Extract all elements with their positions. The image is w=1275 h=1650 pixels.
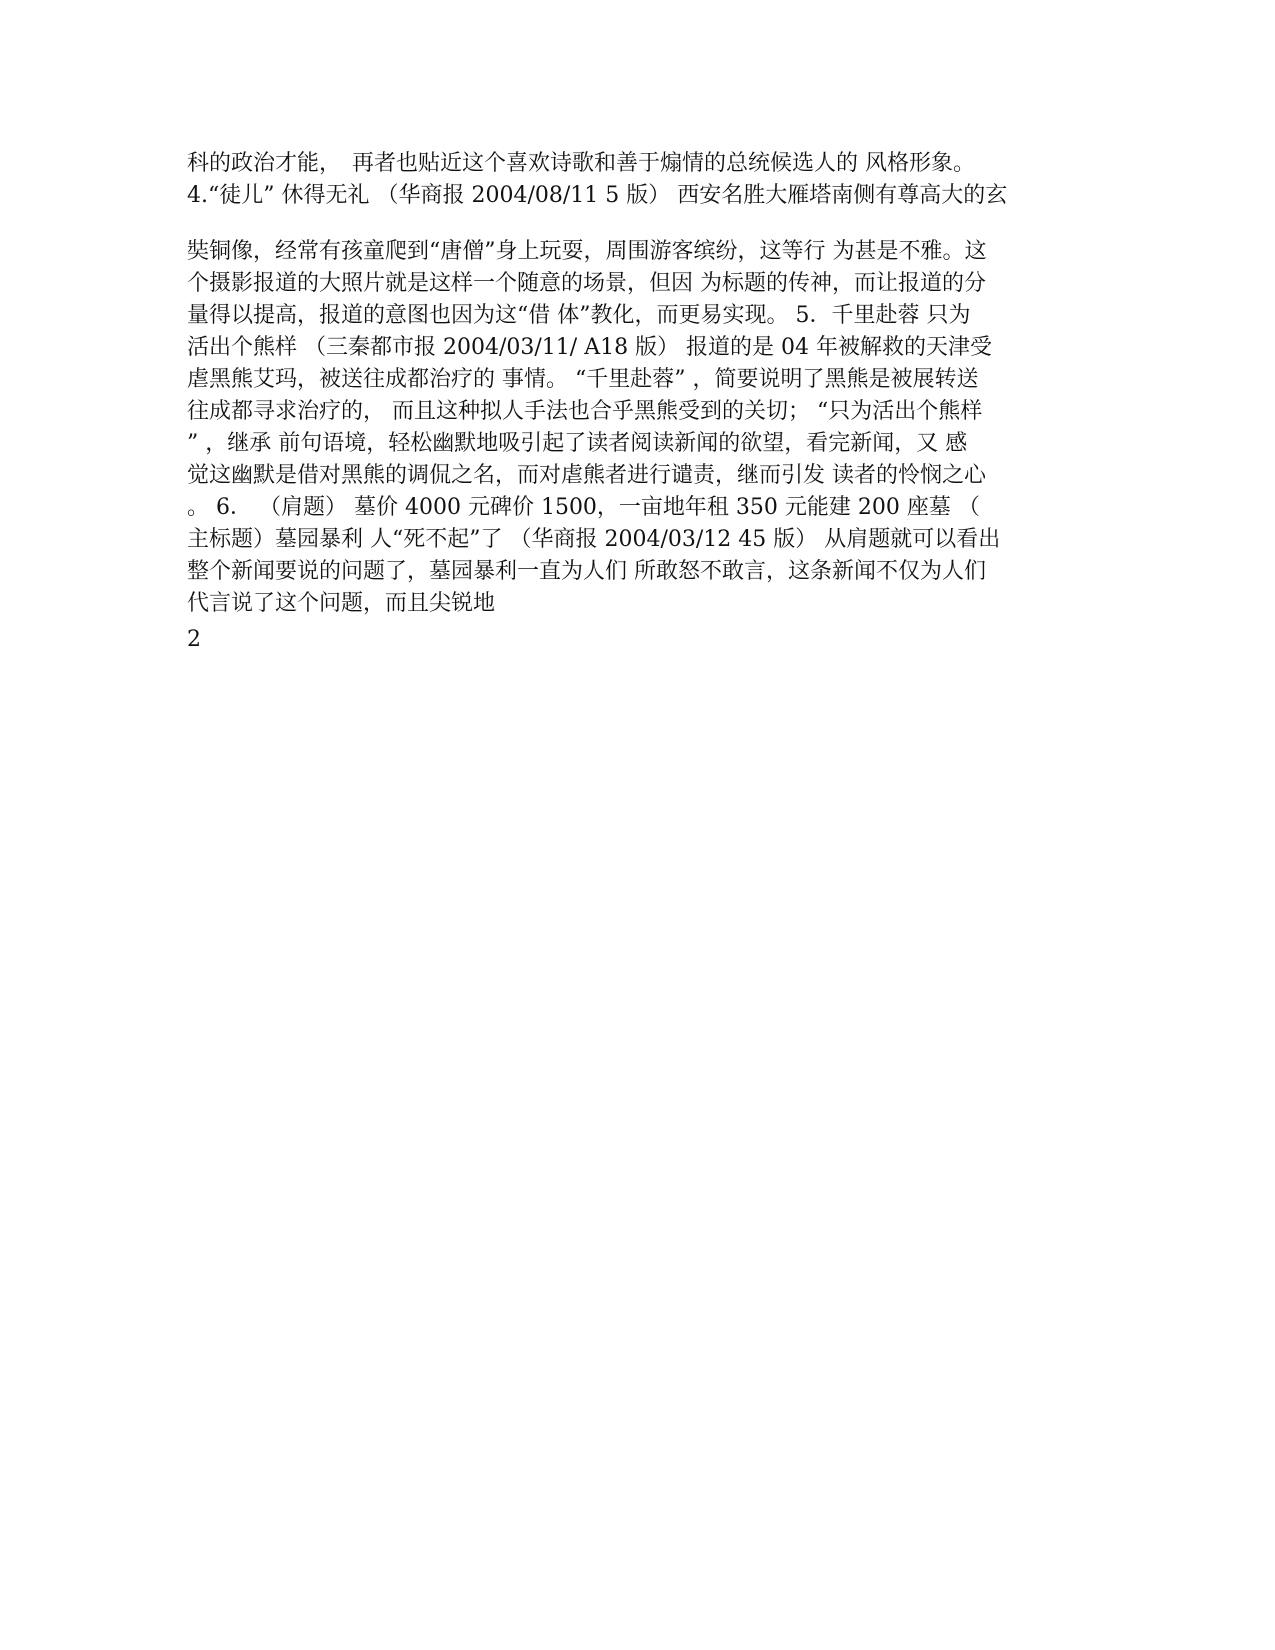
text-line: 科的政治才能， 再者也贴近这个喜欢诗歌和善于煽情的总统候选人的 风格形象。 (187, 151, 975, 176)
text-line: 觉这幽默是借对黑熊的调侃之名，而对虐熊者进行谴责，继而引发 读者的怜悯之心 (187, 463, 986, 488)
text-line: 4.“徒儿” 休得无礼 （华商报 2004/08/11 5 版） 西安名胜大雁塔南侧有尊高大的玄 (187, 183, 1008, 208)
text-line: 代言说了这个问题，而且尖锐地 (187, 591, 496, 616)
text-line: 主标题）墓园暴利 人“死不起”了 （华商报 2004/03/12 45 版） 从肩题就可以看出 (187, 527, 1001, 552)
text-line: 个摄影报道的大照片就是这样一个随意的场景，但因 为标题的传神，而让报道的分 (187, 271, 986, 296)
text-line: 虐黑熊艾玛，被送往成都治疗的 事情。 “千里赴蓉” ，简要说明了黑熊是被展转送 (187, 367, 979, 392)
text-line: 奘铜像，经常有孩童爬到“唐僧”身上玩耍，周围游客缤纷，这等行 为甚是不雅。这 (187, 239, 987, 264)
text-line: 。 6． （肩题） 墓价 4000 元碑价 1500，一亩地年租 350 元能建 200 座墓 （ (187, 495, 980, 520)
paragraph-block-main (187, 236, 1087, 620)
text-line: 往成都寻求治疗的， 而且这种拟人手法也合乎黑熊受到的关切； “只为活出个熊样 (187, 399, 983, 424)
text-line: 整个新闻要说的问题了，墓园暴利一直为人们 所敢怒不敢言，这条新闻不仅为人们 (187, 559, 986, 584)
page-number: 2 (187, 627, 201, 652)
text-line: ” ，继承 前句语境，轻松幽默地吸引起了读者阅读新闻的欲望，看完新闻，又 感 (187, 431, 968, 456)
text-line: 量得以提高，报道的意图也因为这“借 体”教化，而更易实现。 5．千里赴蓉 只为 (187, 303, 971, 328)
paragraph-block-top (187, 148, 1087, 212)
text-line: 活出个熊样 （三秦都市报 2004/03/11/ A18 版） 报道的是 04 年被解救的天津受 (187, 335, 993, 360)
